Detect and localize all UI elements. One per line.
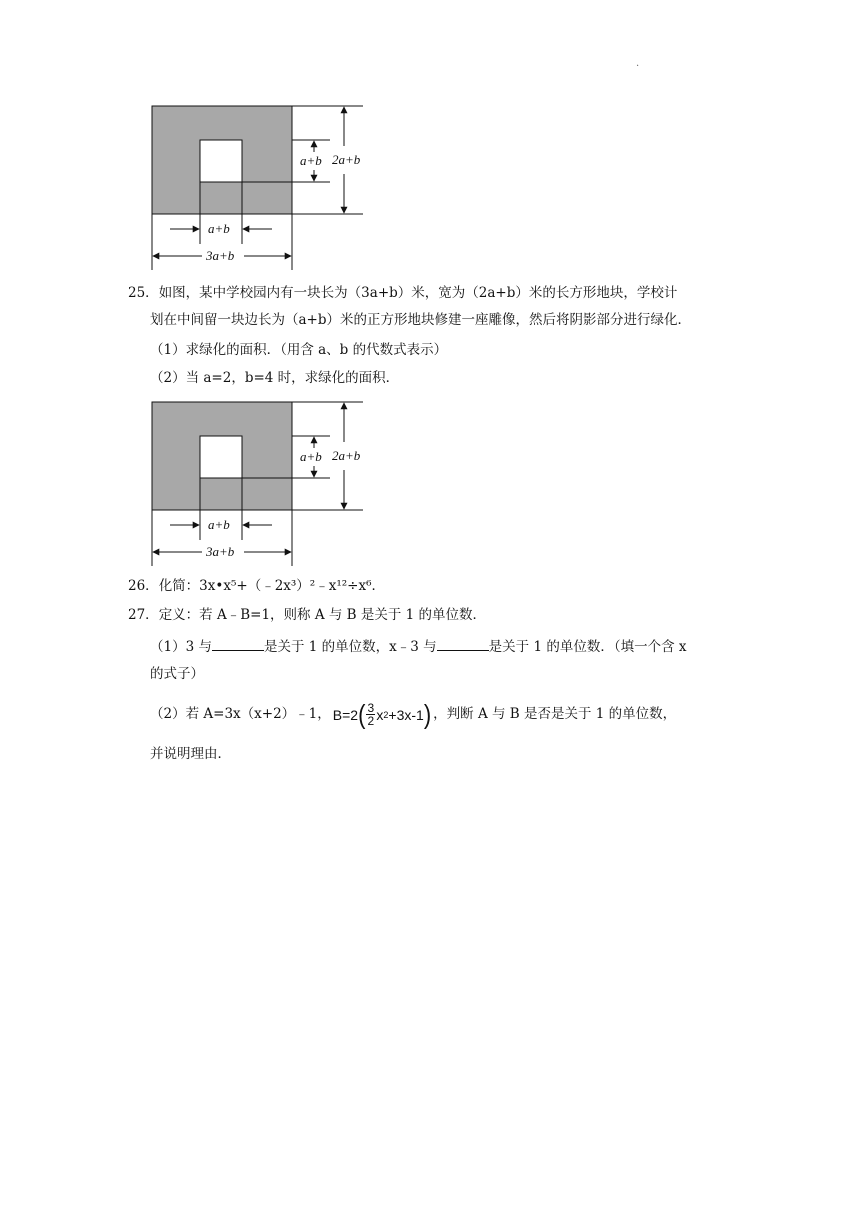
- label-inner-width-2: a+b: [208, 517, 230, 532]
- q27-definition: 27．定义：若 A﹣B=1，则称 A 与 B 是关于 1 的单位数．: [128, 607, 487, 623]
- rectangle-diagram-2: [148, 398, 368, 568]
- figure-top: [148, 102, 368, 272]
- q27-sub2: （2）若 A=3x（x+2）﹣1， B=2 ( $\frac{3}{2}$ x 2 +3x-1 ) ，判断 A 与 B 是否是关于 1 的单位数，: [150, 698, 677, 729]
- answer-blank-2[interactable]: [437, 636, 489, 651]
- q26-expression: 化简：3x•x⁵+（﹣2x³）²﹣x¹²÷x⁶．: [158, 578, 385, 594]
- rectangle-diagram: [148, 102, 368, 272]
- b-formula: B=2 ( $\frac{3}{2}$ x 2 +3x-1 ): [332, 698, 432, 729]
- q26: 26．化简：3x•x⁵+（﹣2x³）²﹣x¹²÷x⁶．: [128, 578, 385, 594]
- label-inner-height: a+b: [300, 153, 322, 168]
- answer-blank-1[interactable]: [212, 636, 264, 651]
- label-total-height: 2a+b: [332, 152, 361, 167]
- q25-line1: 25．如图，某中学校园内有一块长为（3a+b）米，宽为（2a+b）米的长方形地块，学校计: [128, 285, 678, 301]
- q27-sub1: （1）3 与 是关于 1 的单位数，x﹣3 与 是关于 1 的单位数．（填一个含 x: [150, 636, 686, 657]
- figure-bottom: [148, 398, 368, 568]
- header-mark: .: [636, 58, 640, 69]
- statue-square: [200, 140, 242, 182]
- q25-sub1: （1）求绿化的面积．（用含 a、b 的代数式表示）: [150, 342, 448, 358]
- q25-sub2: （2）当 a=2，b=4 时，求绿化的面积．: [150, 370, 400, 386]
- q27-sub2-cont: 并说明理由．: [150, 746, 231, 762]
- q25-line2: 划在中间留一块边长为（a+b）米的正方形地块修建一座雕像，然后将阴影部分进行绿化．: [150, 312, 692, 328]
- label-inner-width: a+b: [208, 221, 230, 236]
- label-total-height-2: 2a+b: [332, 448, 361, 463]
- statue-square-2: [200, 436, 242, 478]
- q27-sub1-cont: 的式子）: [150, 666, 204, 682]
- label-total-width: 3a+b: [206, 248, 235, 263]
- label-total-width-2: 3a+b: [206, 544, 235, 559]
- label-inner-height-2: a+b: [300, 449, 322, 464]
